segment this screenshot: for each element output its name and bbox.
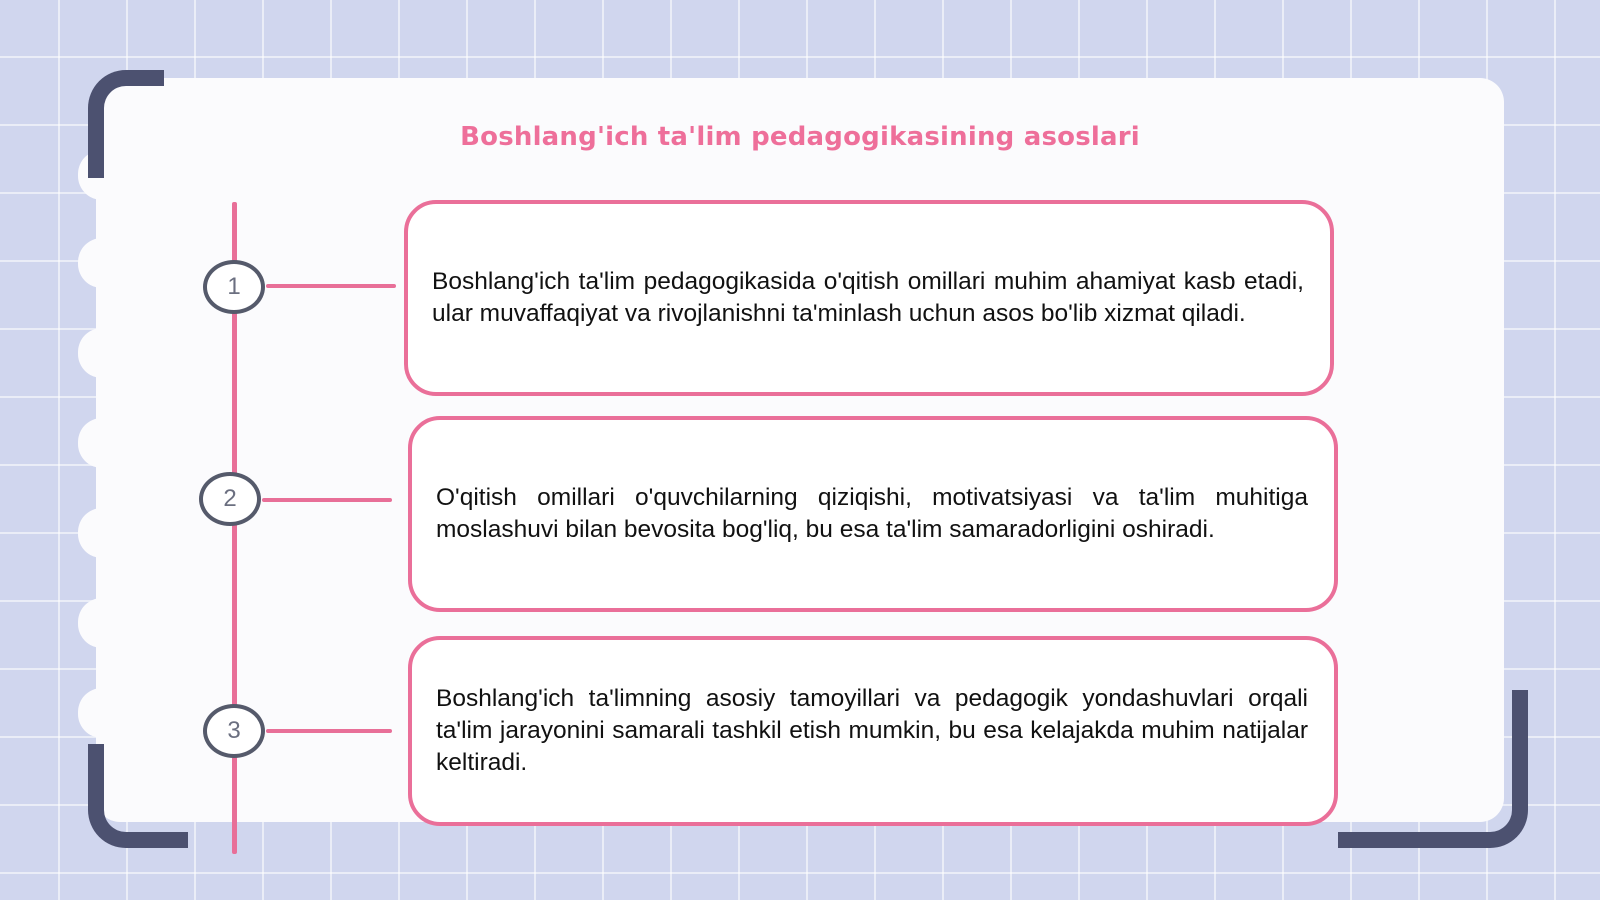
timeline-connector: [266, 729, 392, 733]
step-card: [408, 416, 1338, 612]
paper-tab: [78, 508, 126, 558]
frame-corner-bottom-right: [1338, 690, 1528, 848]
paper-tab: [78, 688, 126, 738]
step-number-badge: 2: [199, 472, 261, 526]
paper-tab: [78, 328, 126, 378]
step-number-badge: 1: [203, 260, 265, 314]
step-card-text: O'qitish omillari o'quvchilarning qiziqishi, motivatsiyasi va ta'lim muhitiga moslashuvi bilan bevosita bog'liq, bu esa ta'lim samaradorligini oshiradi.: [436, 484, 1308, 543]
step-number-badge: 3: [203, 704, 265, 758]
paper-tab: [78, 238, 126, 288]
step-card: [408, 636, 1338, 826]
step-card-text: Boshlang'ich ta'limning asosiy tamoyillari va pedagogik yondashuvlari orqali ta'lim jarayonini samarali tashkil etish mumkin, bu esa kelajakda muhim natijalar keltiradi.: [436, 685, 1308, 776]
frame-corner-top-left: [88, 70, 164, 178]
timeline-connector: [266, 284, 396, 288]
paper-tab: [78, 598, 126, 648]
step-card-text: Boshlang'ich ta'lim pedagogikasida o'qitish omillari muhim ahamiyat kasb etadi, ular muvaffaqiyat va rivojlanishni ta'minlash uchun asos bo'lib xizmat qiladi.: [432, 268, 1304, 327]
page-title: Boshlang'ich ta'lim pedagogikasining asoslari: [460, 122, 1140, 152]
paper-tab: [78, 418, 126, 468]
timeline-connector: [262, 498, 392, 502]
step-card: [404, 200, 1334, 396]
frame-corner-bottom-left: [88, 744, 188, 848]
